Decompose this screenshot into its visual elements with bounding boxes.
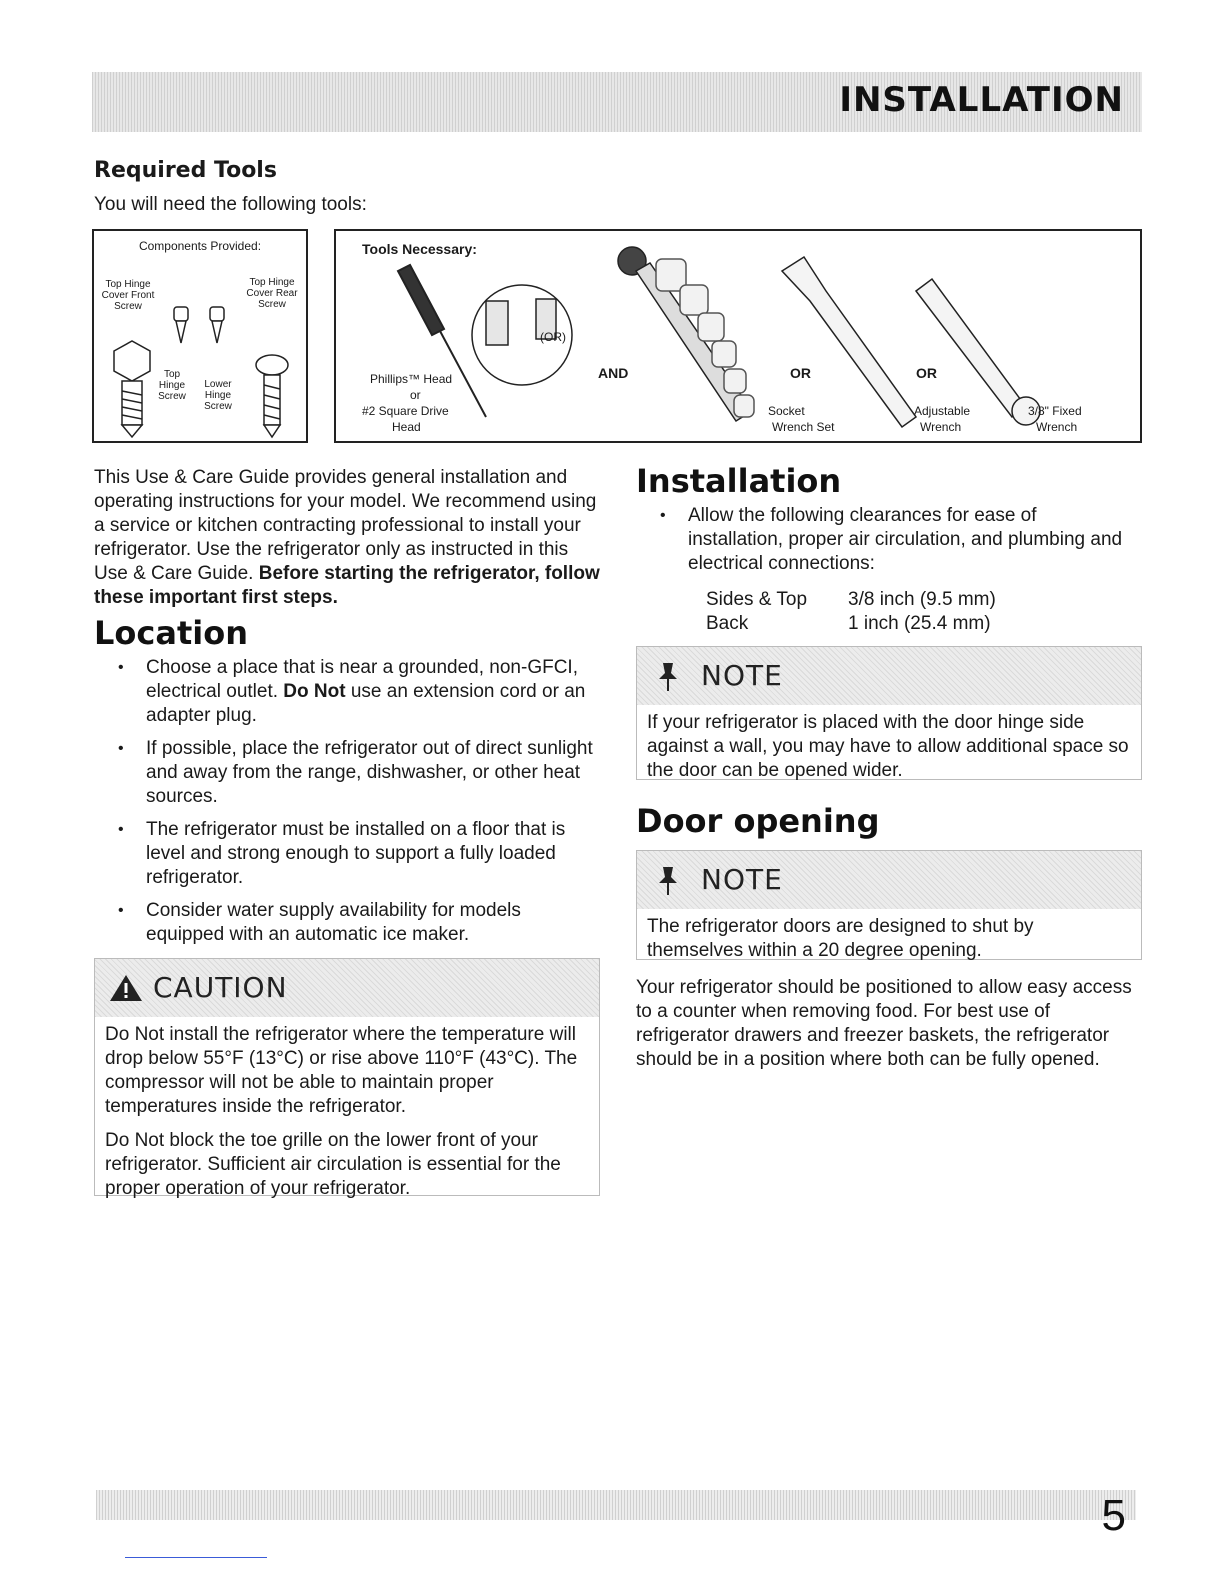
or-small-label: (OR) [540, 330, 566, 344]
caution-panel [94, 958, 600, 1199]
small-screw-icon [174, 307, 224, 343]
footer-bar [96, 1490, 1136, 1540]
location-heading: Location [94, 614, 248, 652]
location-item: • The refrigerator must be installed on a floor that is level and strong enough to support a fully loaded refrigerator. [94, 818, 604, 890]
square-drive-label: #2 Square Drive [362, 404, 449, 418]
note-text: The refrigerator doors are designed to shut by themselves within a 20 degree opening. [647, 916, 1034, 961]
socket-set-icon [656, 259, 754, 417]
intro-paragraph [94, 466, 606, 610]
fixed-wrench-size-label: 3/8" Fixed [1028, 404, 1082, 418]
note-label: NOTE [701, 659, 783, 692]
installation-list [636, 504, 1126, 585]
components-illustration [94, 231, 306, 441]
phillips-label: Phillips™ Head [370, 372, 453, 386]
warning-triangle-icon [109, 973, 143, 1003]
installation-item: • Allow the following clearances for ease of installation, proper air circulation, and plumbing and electrical connections: [636, 504, 1126, 576]
location-item: • If possible, place the refrigerator out of direct sunlight and away from the range, dishwasher, or other heat sources. [94, 737, 604, 809]
location-list [94, 656, 604, 956]
phillips-or-label: or [410, 388, 421, 402]
clearance-back-label: Back [706, 613, 749, 634]
note-header [637, 851, 1141, 909]
location-item: • Consider water supply availability for models equipped with an automatic ice maker. [94, 899, 604, 947]
pushpin-icon [653, 661, 683, 693]
clearance-sides-label: Sides & Top [706, 589, 808, 610]
footer-rule [125, 1557, 267, 1558]
location-item: • Choose a place that is near a grounded, non-GFCI, electrical outlet. Do Not use an extension cord or an adapter plug. [94, 656, 604, 728]
lower-hinge-screw-label: Lower Hinge Screw [204, 379, 232, 412]
adjustable-label: Adjustable [914, 404, 971, 418]
caution-header [95, 959, 599, 1017]
socket-label: Socket [768, 404, 805, 418]
section-banner [92, 72, 1142, 132]
caution-label: CAUTION [153, 971, 288, 1004]
clearance-sides-value: 3/8 inch (9.5 mm) [848, 589, 996, 610]
components-title: Components Provided: [138, 239, 262, 253]
top-hinge-cover-rear-screw-label: Top Hinge Cover Rear Screw [246, 277, 298, 310]
and-label: AND [598, 365, 629, 381]
top-hinge-cover-front-screw-label: Top Hinge Cover Front Screw [101, 279, 155, 312]
tools-title: Tools Necessary: [362, 241, 477, 257]
adjustable-wrench-label: Wrench [920, 420, 962, 434]
clearance-back-value: 1 inch (25.4 mm) [848, 613, 991, 634]
intro-text: This Use & Care Guide provides general installation and operating instructions for your model. We recommend using a service or kitchen contracting professional to install your refrigerator. Use the refrigerator only as instructed in this Use & Care Guide. [94, 467, 597, 584]
note-label: NOTE [701, 863, 783, 896]
required-tools-intro: You will need the following tools: [94, 194, 367, 215]
top-hinge-screw-label: Top Hinge Screw [158, 369, 186, 402]
hex-bolt-icon [114, 341, 150, 437]
door-opening-heading: Door opening [636, 802, 880, 840]
intro-bold-text: Before starting the refrigerator, follow these important first steps. [94, 563, 600, 608]
square-drive-head-label: Head [392, 420, 421, 434]
tools-necessary-box [334, 229, 1142, 443]
adjustable-wrench-icon [782, 257, 916, 427]
page-number: 5 [1101, 1491, 1126, 1540]
phillips-screw-icon [256, 355, 288, 437]
wrench-set-label: Wrench Set [772, 420, 835, 434]
pushpin-icon [653, 865, 683, 897]
installation-heading: Installation [636, 462, 842, 500]
section-title: INSTALLATION [839, 80, 1124, 120]
door-opening-paragraph: Your refrigerator should be positioned to allow easy access to a counter when removing food. For best use of refrigerator drawers and freezer baskets, the refrigerator should be in a position where both can be fully opened. [636, 977, 1132, 1070]
note-panel [636, 646, 1142, 780]
required-tools-heading: Required Tools [94, 158, 277, 183]
tools-illustration [336, 231, 1140, 441]
components-provided-box [92, 229, 308, 443]
note-header [637, 647, 1141, 705]
note-panel [636, 850, 1142, 960]
note-text: If your refrigerator is placed with the door hinge side against a wall, you may have to allow additional space so the door can be opened wider. [647, 712, 1129, 781]
or-label-2: OR [916, 365, 937, 381]
caution-paragraph: Do Not block the toe grille on the lower front of your refrigerator. Sufficient air circulation is essential for the proper operation of your refrigerator. [105, 1130, 561, 1199]
caution-paragraph: Do Not install the refrigerator where the temperature will drop below 55°F (13°C) or rise above 110°F (43°C). The compressor will not be able to maintain proper temperatures inside the refrigerator. [105, 1024, 578, 1117]
or-label-1: OR [790, 365, 811, 381]
fixed-wrench-label: Wrench [1036, 420, 1078, 434]
